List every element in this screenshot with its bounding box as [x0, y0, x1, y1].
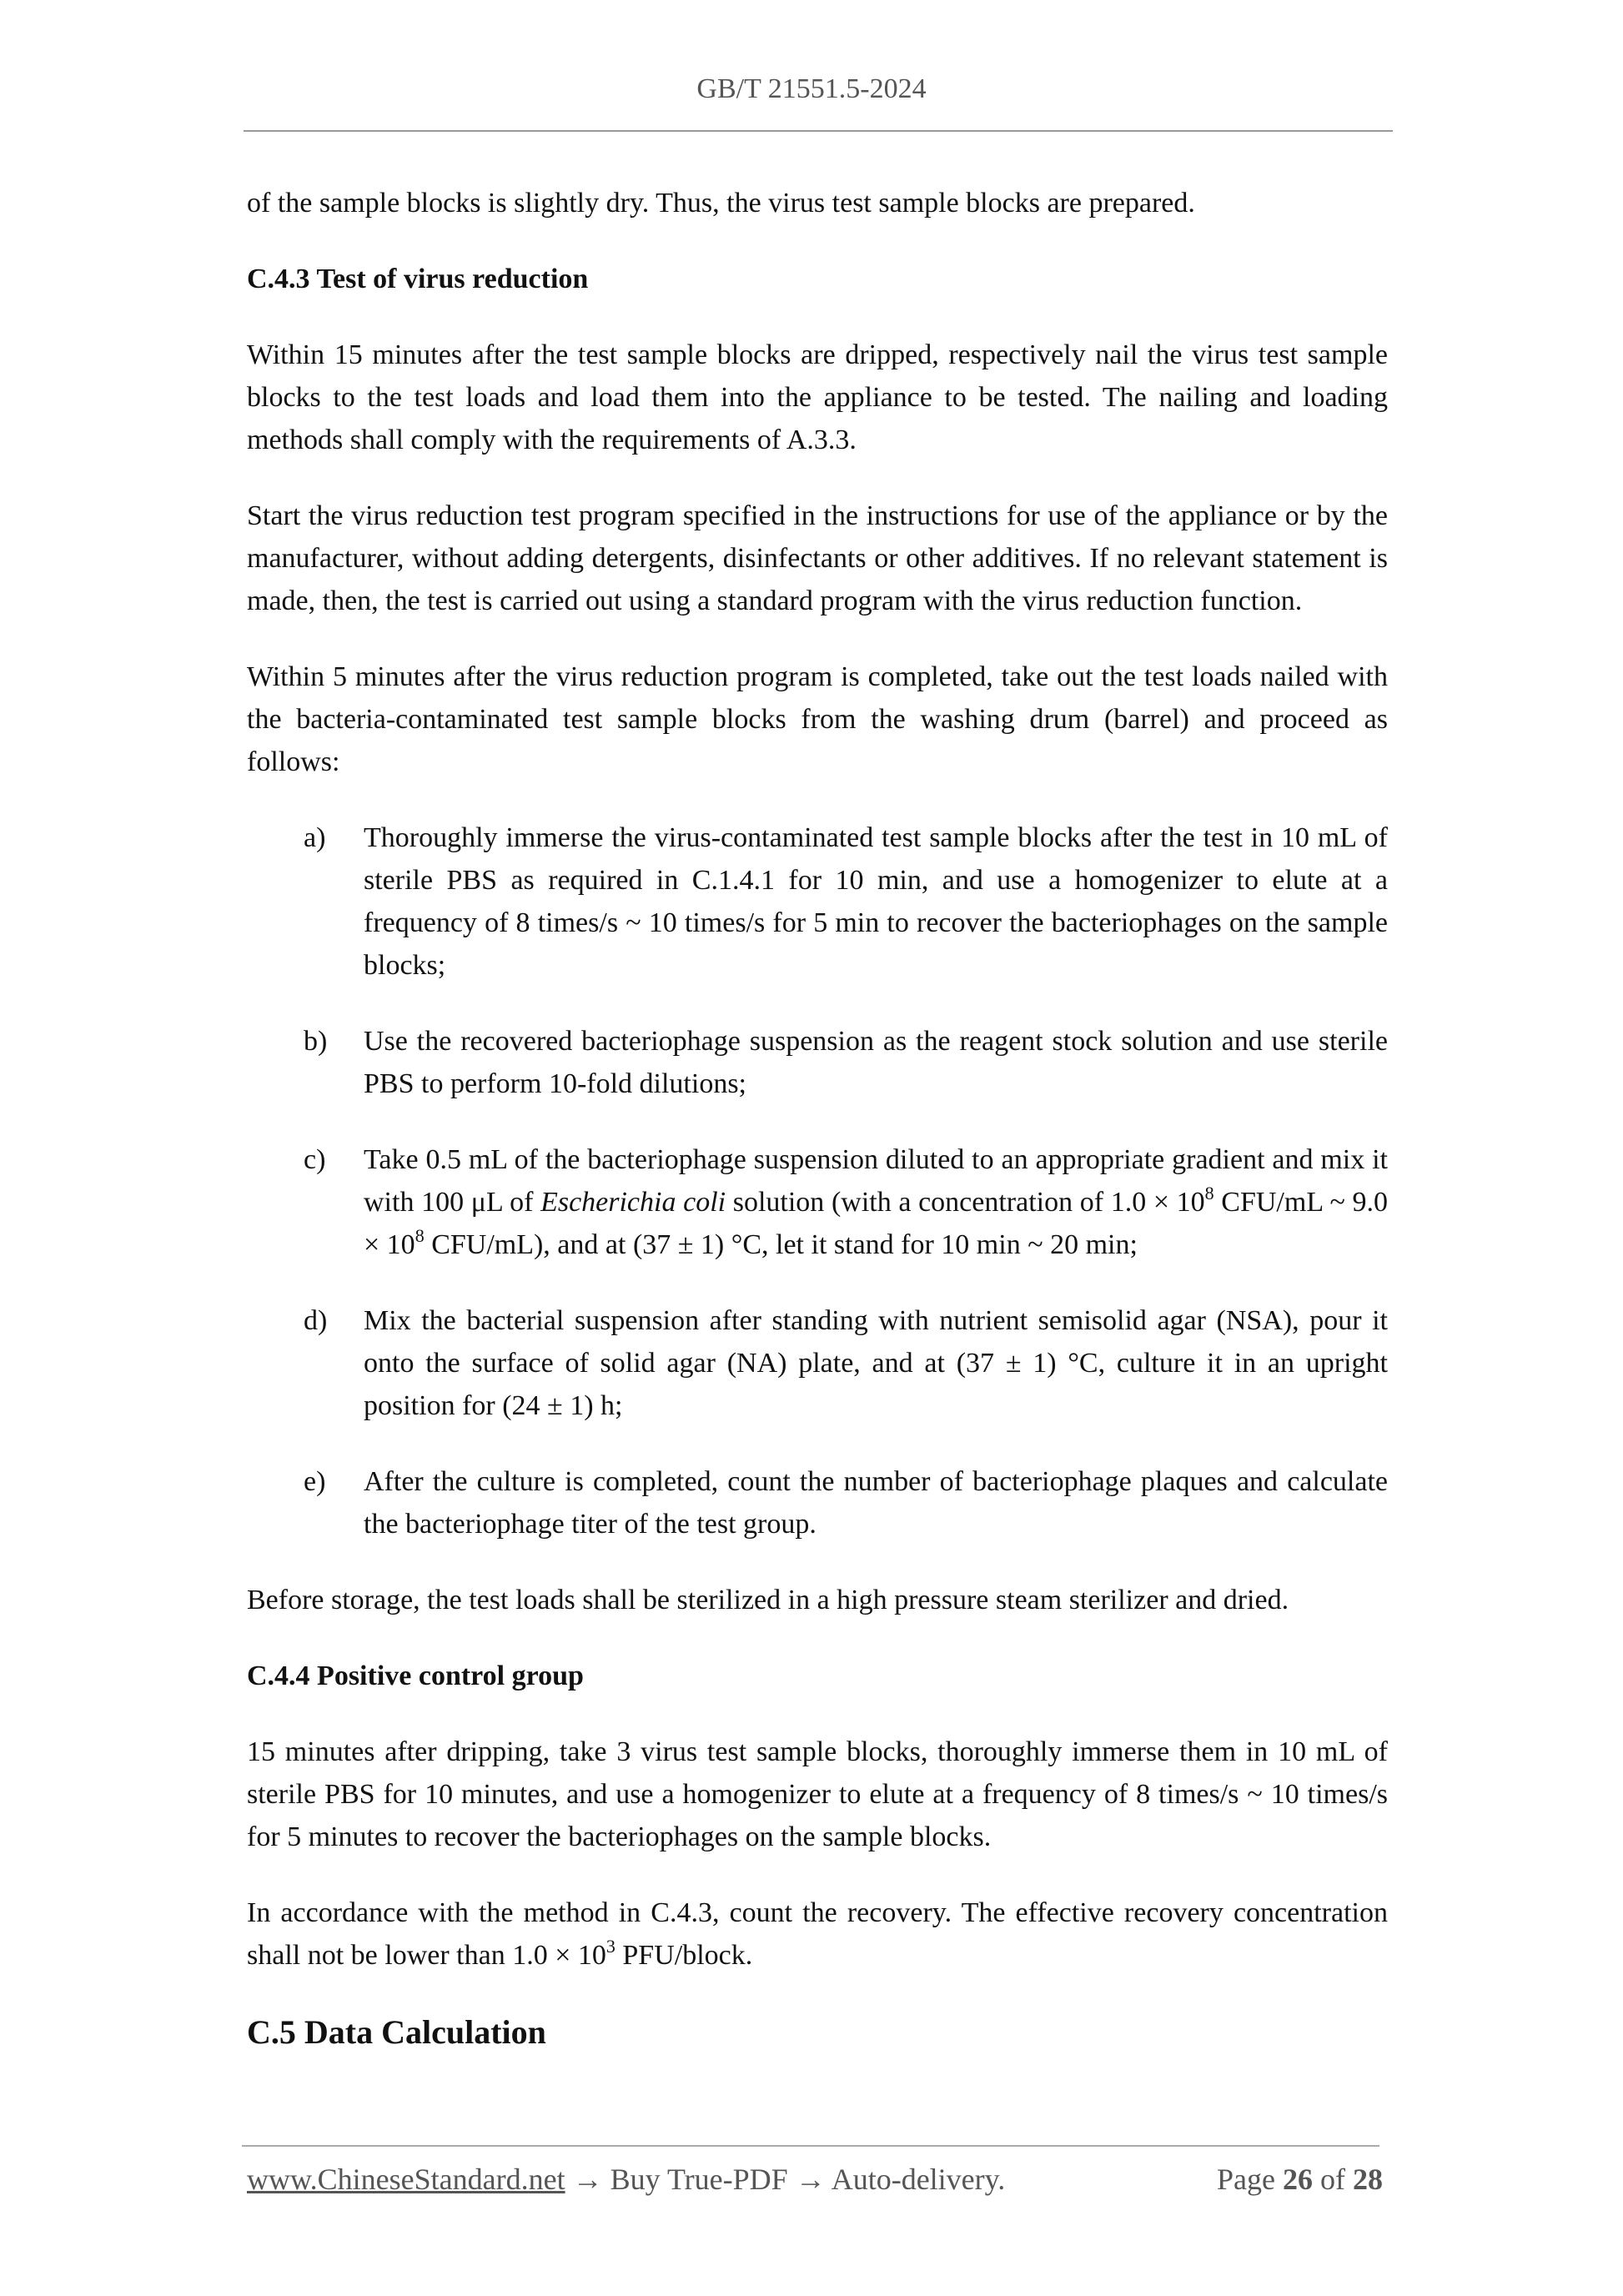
paragraph: Within 5 minutes after the virus reduction program is completed, take out the test loads nailed with the bacteria-contaminated test sample blocks from the washing drum (barrel) and proceed as follows: — [247, 661, 1388, 777]
arrow-icon: → — [565, 2163, 611, 2196]
list-item-text: Use the recovered bacteriophage suspension as the reagent stock solution and use sterile PBS to perform 10-fold dilutions; — [364, 1026, 1388, 1099]
section-heading-c44: C.4.4 Positive control group — [247, 1660, 584, 1691]
exponent: 8 — [1204, 1183, 1214, 1203]
paragraph: Before storage, the test loads shall be sterilized in a high pressure steam sterilizer and dried. — [247, 1585, 1289, 1615]
list-marker: c) — [304, 1144, 326, 1175]
document-code: GB/T 21551.5-2024 — [696, 73, 927, 104]
paragraph: Start the virus reduction test program specified in the instructions for use of the appliance or by the manufacturer, without adding detergents, disinfectants or other additives. If no relevant statement is made, then, the test is carried out using a standard program with the virus reduction function. — [247, 500, 1388, 616]
page-number: Page 26 of 28 — [1217, 2163, 1383, 2196]
delivery-text: Auto-delivery. — [831, 2163, 1006, 2196]
list-item-text: Thoroughly immerse the virus-contaminated test sample blocks after the test in 10 mL of sterile PBS as required in C.1.4.1 for 10 min, and use a homogenizer to elute at a frequency of 8 times/s ~ 10 times/s for 5 min to recover the bacteriophages on the sample blocks; — [364, 822, 1388, 981]
buy-text: Buy True-PDF — [610, 2163, 788, 2196]
list-item-a — [247, 816, 1388, 987]
footer-divider — [242, 2145, 1379, 2147]
list-item-c — [247, 1138, 1388, 1266]
list-marker: b) — [304, 1026, 328, 1057]
section-heading-c43: C.4.3 Test of virus reduction — [247, 264, 589, 294]
paragraph: of the sample blocks is slightly dry. Thus, the virus test sample blocks are prepared. — [247, 188, 1195, 219]
list-marker: e) — [304, 1466, 326, 1497]
list-item-text: Take 0.5 mL of the bacteriophage suspension diluted to an appropriate gradient and mix it with 100 μL of Escherichia coli solution (with a concentration of $1.0 \times 10^8$ CFU/mL ~ $9.0 \times 10^8$ CFU/mL), and at (37 ± 1) °C, let it stand for 10 min ~ 20 min; — [364, 1144, 1389, 1260]
arrow-icon: → — [787, 2163, 832, 2196]
footer-promo — [247, 2162, 1005, 2197]
page-header — [0, 73, 1623, 105]
list-item-text: Mix the bacterial suspension after standing with nutrient semisolid agar (NSA), pour it onto the surface of solid agar (NA) plate, and at (37 ± 1) °C, culture it in an upright position for (24 ± 1) h; — [364, 1305, 1388, 1421]
exponent: 3 — [605, 1936, 616, 1957]
section-heading-c5: C.5 Data Calculation — [247, 2013, 546, 2051]
paragraph: In accordance with the method in C.4.3, count the recovery. The effective recovery concentration shall not be lower than $1.0 \times 10^3$ PFU/block. — [247, 1897, 1388, 1971]
species-name: Escherichia coli — [540, 1187, 726, 1218]
list-item-text: After the culture is completed, count the number of bacteriophage plaques and calculate the bacteriophage titer of the test group. — [364, 1466, 1388, 1540]
list-marker: a) — [304, 822, 326, 853]
exponent: 8 — [415, 1225, 425, 1246]
header-divider — [244, 130, 1393, 132]
website-link[interactable]: www.ChineseStandard.net — [247, 2163, 565, 2196]
paragraph: Within 15 minutes after the test sample blocks are dripped, respectively nail the virus test sample blocks to the test loads and load them into the appliance to be tested. The nailing and loading methods shall comply with the requirements of A.3.3. — [247, 339, 1388, 455]
list-item-e — [247, 1460, 1388, 1545]
document-body — [247, 182, 1388, 2055]
paragraph: 15 minutes after dripping, take 3 virus test sample blocks, thoroughly immerse them in 10 mL of sterile PBS for 10 minutes, and use a homogenizer to elute at a frequency of 8 times/s ~ 10 times/s for 5 minutes to recover the bacteriophages on the sample blocks. — [247, 1736, 1388, 1852]
list-item-d — [247, 1299, 1388, 1427]
current-page: 26 — [1283, 2163, 1313, 2196]
list-item-b — [247, 1020, 1388, 1105]
total-pages: 28 — [1353, 2163, 1383, 2196]
list-marker: d) — [304, 1305, 328, 1336]
